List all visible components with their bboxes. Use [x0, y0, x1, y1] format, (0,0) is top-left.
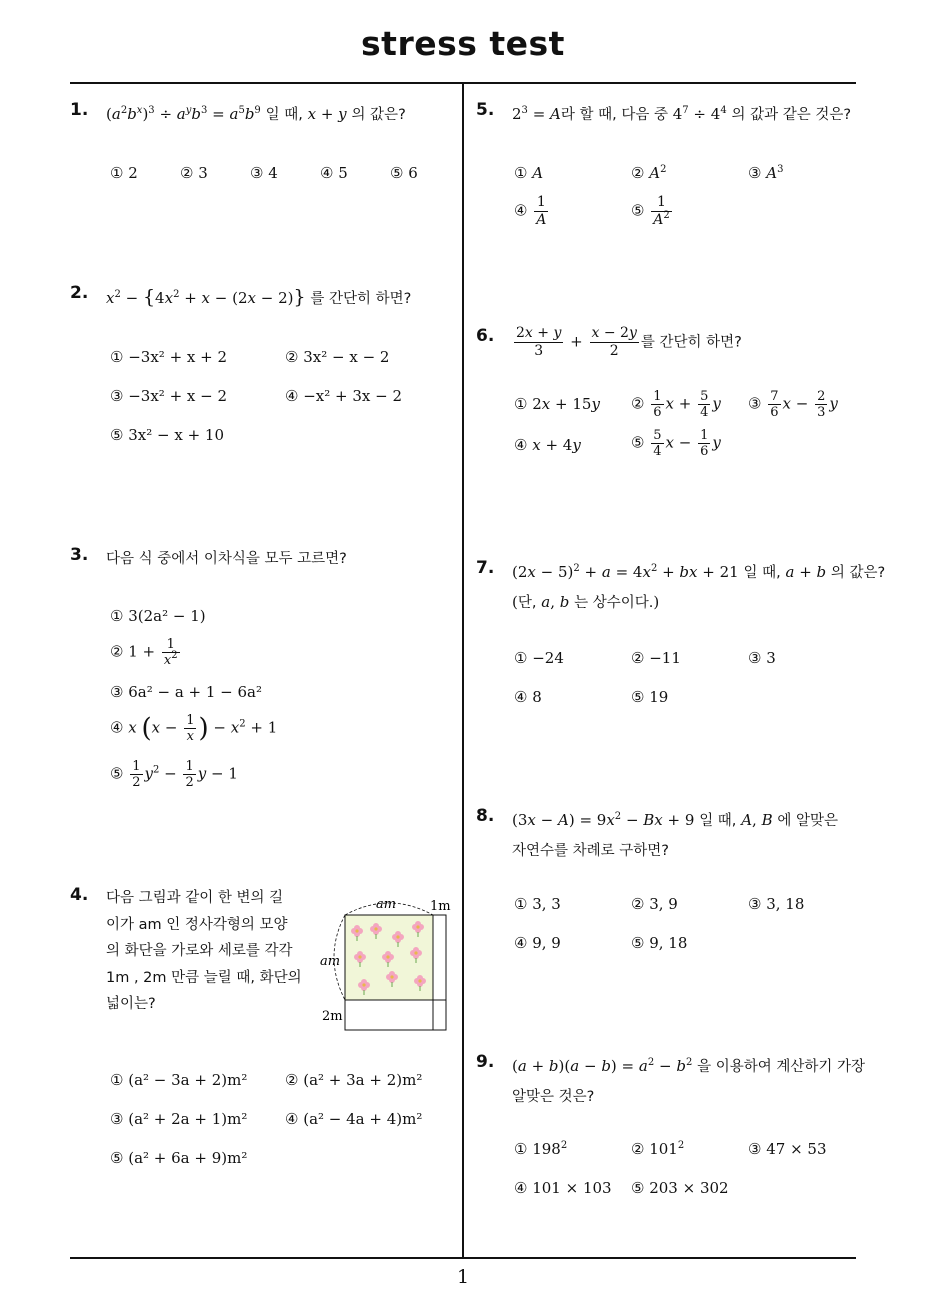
question-stem: $(a^2b^x)^3 \div a^yb^3 = a^5b^9$ 일 때, x + y 의 값은?: [106, 105, 406, 123]
question-stem: $2^3 = A$라 할 때, 다음 중 $4^7 \div 4^4$ 의 값과 같은 것은?: [512, 105, 852, 123]
option-3[interactable]: ③ $\frac{7}{6}$ x − $\frac{2}{3}$ y: [748, 389, 838, 420]
option-1[interactable]: ① A: [514, 164, 544, 182]
option-1[interactable]: ① 3(2a² − 1): [110, 607, 206, 625]
option-2[interactable]: ② $\frac{1}{6}$ x + $\frac{5}{4}$ y: [631, 389, 721, 420]
option-3[interactable]: ③ 3: [748, 649, 776, 667]
option-4[interactable]: ④ −x² + 3x − 2: [285, 387, 403, 405]
garden-figure: [320, 895, 460, 1044]
option-4[interactable]: ④ 8: [514, 688, 542, 706]
option-3[interactable]: ③ $A^3$: [748, 164, 784, 182]
question-number: 3.: [70, 545, 89, 565]
column-divider: [462, 83, 464, 1258]
question-stem: 다음 식 중에서 이차식을 모두 고르면?: [106, 551, 347, 567]
question-number: 7.: [476, 558, 495, 578]
option-1[interactable]: ① −3x² + x + 2: [110, 348, 228, 366]
option-3[interactable]: ③ 47 × 53: [748, 1140, 827, 1158]
option-4[interactable]: ④ (a² − 4a + 4)m²: [285, 1110, 423, 1128]
option-2[interactable]: ② (a² + 3a + 2)m²: [285, 1071, 423, 1089]
question-number: 4.: [70, 885, 89, 905]
option-2[interactable]: ② $101^2$: [631, 1140, 685, 1158]
option-2[interactable]: ② 3x² − x − 2: [285, 348, 390, 366]
option-2[interactable]: ② 1 + $\frac{1}{x^2}$: [110, 637, 178, 668]
option-4[interactable]: ④ x (x − $\frac{1}{x}$ ) − $x^2 + 1$: [110, 713, 278, 744]
option-2[interactable]: ② 3: [180, 164, 208, 182]
option-1[interactable]: ① $198^2$: [514, 1140, 568, 1158]
option-5[interactable]: ⑤ 6: [390, 164, 418, 182]
option-3[interactable]: ③ 6a² − a + 1 − 6a²: [110, 683, 263, 701]
option-5[interactable]: ⑤ $\frac{1}{2}$ $y^2$ − $\frac{1}{2}$ y − 1: [110, 759, 238, 790]
garden-diagram: [320, 895, 460, 1040]
label-top: am: [376, 897, 397, 912]
option-5[interactable]: ⑤ 203 × 302: [631, 1179, 729, 1197]
option-5[interactable]: ⑤ (a² + 6a + 9)m²: [110, 1149, 248, 1167]
option-3[interactable]: ③ (a² + 2a + 1)m²: [110, 1110, 248, 1128]
option-2[interactable]: ② −11: [631, 649, 681, 667]
option-4[interactable]: ④ 101 × 103: [514, 1179, 612, 1197]
question-number: 1.: [70, 100, 89, 120]
stem-line: 이가 am 인 정사각형의 모양: [106, 916, 288, 933]
option-2[interactable]: ② 3, 9: [631, 895, 678, 913]
option-3[interactable]: ③ −3x² + x − 2: [110, 387, 228, 405]
bottom-rule: [70, 1257, 856, 1259]
option-1[interactable]: ① −24: [514, 649, 564, 667]
stem-line: 1m , 2m 만큼 늘릴 때, 화단의: [106, 969, 302, 986]
question-number: 6.: [476, 326, 495, 346]
question-stem: $\frac{2x + y}{3}$ + $\frac{x - 2y}{2}$ 를 간단히 하면?: [516, 325, 742, 359]
document-title: stress test: [361, 24, 565, 63]
option-1[interactable]: ① 2x + 15y: [514, 395, 600, 413]
option-3[interactable]: ③ 4: [250, 164, 278, 182]
option-2[interactable]: ② $A^2$: [631, 164, 667, 182]
stem-line: 의 화단을 가로와 세로를 각각: [106, 943, 293, 959]
option-1[interactable]: ① 2: [110, 164, 138, 182]
question-number: 2.: [70, 283, 89, 303]
question-number: 9.: [476, 1052, 495, 1072]
label-bottom: 2m: [322, 1009, 343, 1024]
option-4[interactable]: ④ $\frac{1}{A}$: [514, 194, 547, 228]
option-4[interactable]: ④ x + 4y: [514, 436, 581, 454]
option-3[interactable]: ③ 3, 18: [748, 895, 805, 913]
question-number: 8.: [476, 806, 495, 826]
option-5[interactable]: ⑤ 19: [631, 688, 669, 706]
stem-line: 넓이는?: [106, 996, 156, 1012]
option-5[interactable]: ⑤ $\frac{5}{4}$ x − $\frac{1}{6}$ y: [631, 428, 721, 459]
question-stem: [106, 885, 302, 1018]
option-5[interactable]: ⑤ 9, 18: [631, 934, 688, 952]
stem-line: 다음 그림과 같이 한 변의 길: [106, 890, 284, 906]
question-number: 5.: [476, 100, 495, 120]
page-number: 1: [456, 1266, 470, 1288]
question-stem: $x^2 - \{4x^2 + x - (2x - 2)\}$ 를 간단히 하면?: [106, 286, 412, 308]
option-4[interactable]: ④ 5: [320, 164, 348, 182]
question-stem: $(2x - 5)^2 + a = 4x^2$ + bx + 21 일 때, a + b 의 값은? (단, a, b 는 상수이다.): [512, 563, 886, 611]
option-5[interactable]: ⑤ 3x² − x + 10: [110, 426, 224, 444]
option-5[interactable]: ⑤ $\frac{1}{A^2}$: [631, 194, 670, 228]
option-1[interactable]: ① (a² − 3a + 2)m²: [110, 1071, 248, 1089]
option-1[interactable]: ① 3, 3: [514, 895, 561, 913]
label-side: am: [320, 954, 341, 969]
question-stem: $(a + b)(a - b) = a^2 - b^2$ 을 이용하여 계산하기 가장 알맞은 것은?: [512, 1057, 865, 1105]
question-stem: $(3x - A) = 9x^2 - Bx + 9$ 일 때, A, B 에 알맞은 자연수를 차례로 구하면?: [512, 811, 839, 859]
option-4[interactable]: ④ 9, 9: [514, 934, 561, 952]
label-corner: 1m: [430, 899, 451, 914]
